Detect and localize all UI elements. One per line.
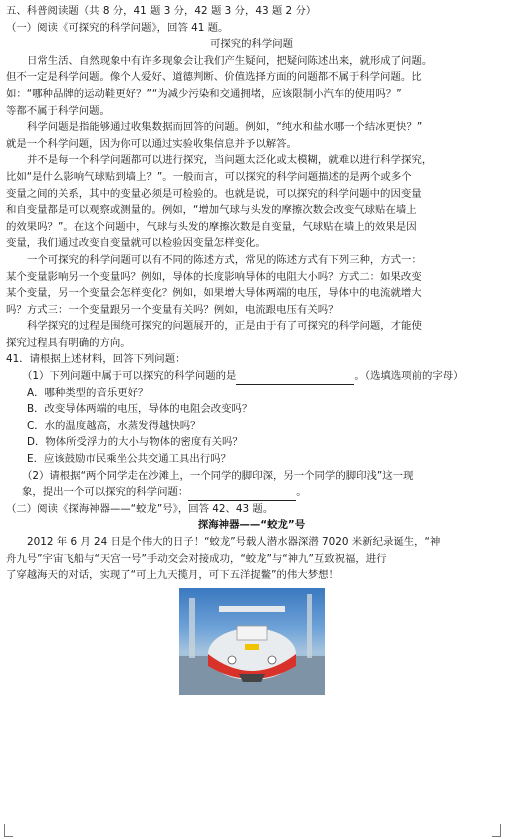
question-41-part2-text: 象，提出一个可以探究的科学问题： (22, 486, 189, 499)
article2-title: 探海神器——“蛟龙”号 (197, 519, 306, 532)
article1-line: 科学问题是指能够通过收集数据而回答的问题。例如，“纯水和盐水哪一个结冰更快？” (27, 121, 423, 134)
question-41-part1 (6, 368, 497, 385)
submersible-photo (179, 588, 325, 695)
photo-container (6, 588, 497, 695)
answer-blank-41-1[interactable] (236, 384, 354, 385)
option-a: A．哪种类型的音乐更好？ (27, 386, 149, 399)
article1-line: 变量，我们通过改变自变量就可以检验因变量怎样变化。 (6, 237, 266, 250)
question-41-part2-line2 (6, 484, 497, 501)
article1-title: 可探究的科学问题 (209, 38, 294, 51)
article1-line: 变量之间的关系，其中的变量必须是可检验的。也就是说，可以探究的科学问题中的因变量 (6, 187, 422, 200)
question-41-part2-tail: 。 (296, 486, 307, 499)
question-41-part1-text: （1）下列问题中属于可以探究的科学问题的是 (22, 370, 237, 383)
option-e: E．应该鼓励市民乘坐公共交通工具出行吗？ (27, 453, 231, 466)
article2-line: 了穿越海天的对话，实现了“可上九天揽月，可下五洋捉鳖”的伟大梦想！ (6, 569, 339, 582)
option-b: B．改变导体两端的电压，导体的电阻会改变吗？ (27, 403, 253, 416)
article1-line: 如：“哪种品牌的运动鞋更好？”“为减少污染和交通拥堵，应该限制小汽车的使用吗？” (6, 87, 402, 100)
option-d: D．物体所受浮力的大小与物体的密度有关吗？ (27, 436, 243, 449)
article1-line: 探究过程具有明确的方向。 (6, 336, 131, 349)
article1-line: 吗？方式三：一个变量跟另一个变量有关吗？例如，电流跟电压有关吗？ (6, 303, 339, 316)
article1-line: 某个变量，另一个变量会怎样变化？例如，如果增大导体两端的电压，导体中的电流就增大 (6, 287, 422, 300)
article1-line: 但不一定是科学问题。像个人爱好、道德判断、价值选择方面的问题都不属于科学问题。比 (6, 71, 422, 84)
page-corner-mark-left (4, 824, 13, 837)
section-header: 五、科普阅读题（共 8 分，41 题 3 分，42 题 3 分，43 题 2 分） (6, 5, 317, 17)
question-41-part2-line1: （2）请根据“两个同学走在沙滩上，一个同学的脚印深，另一个同学的脚印浅”这一现 (22, 469, 414, 482)
article1-line: 就是一个科学问题，因为你可以通过实验收集信息并予以解答。 (6, 137, 297, 150)
option-c: C．水的温度越高，水蒸发得越快吗？ (27, 419, 201, 432)
article1-line: 的效果吗？”。在这个问题中，气球与头发的摩擦次数是自变量，气球贴在墙上的效果是因 (6, 220, 417, 233)
article1-line: 某个变量影响另一个变量吗？例如，导体的长度影响导体的电阻大小吗？方式二：如果改变 (6, 270, 422, 283)
article1-line: 一个可探究的科学问题可以有不同的陈述方式，常见的陈述方式有下列三种，方式一： (27, 253, 422, 266)
article1-line: 等都不属于科学问题。 (6, 104, 110, 117)
question-41-stem: 41．请根据上述材料，回答下列问题： (6, 353, 186, 366)
article1-line: 并不是每一个科学问题都可以进行探究，当问题太泛化或太模糊，就难以进行科学探究， (27, 154, 433, 167)
part1-intro: （一）阅读《可探究的科学问题》，回答 41 题。 (6, 21, 229, 34)
article2-line: 舟九号”宇宙飞船与“天宫一号”手动交会对接成功，“蛟龙”与“神九”互致祝福，进行 (6, 552, 387, 565)
question-41-part1-tail: 。（选填选项前的字母） (354, 370, 464, 383)
article1-line: 和自变量都是可以观察或测量的。例如，“增加气球与头发的摩擦次数会改变气球贴在墙上 (6, 204, 417, 217)
submersible-illustration (179, 588, 325, 695)
article1-line: 科学探究的过程是围绕可探究的问题展开的，正是由于有了可探究的科学问题，才能使 (27, 320, 422, 333)
article1-line: 比如“是什么影响气球贴到墙上？”。一般而言，可以探究的科学问题描述的是两个或多个 (6, 170, 412, 183)
page-corner-mark-right (492, 824, 501, 837)
part2-intro: （二）阅读《探海神器——“蛟龙”号》，回答 42、43 题。 (6, 502, 274, 515)
article1-line: 日常生活、自然现象中有许多现象会让我们产生疑问，把疑问陈述出来，就形成了问题。 (27, 54, 433, 67)
article2-line: 2012 年 6 月 24 日是个伟大的日子！“蛟龙”号载人潜水器深潜 7020 米新纪录诞生，“神 (27, 536, 441, 548)
